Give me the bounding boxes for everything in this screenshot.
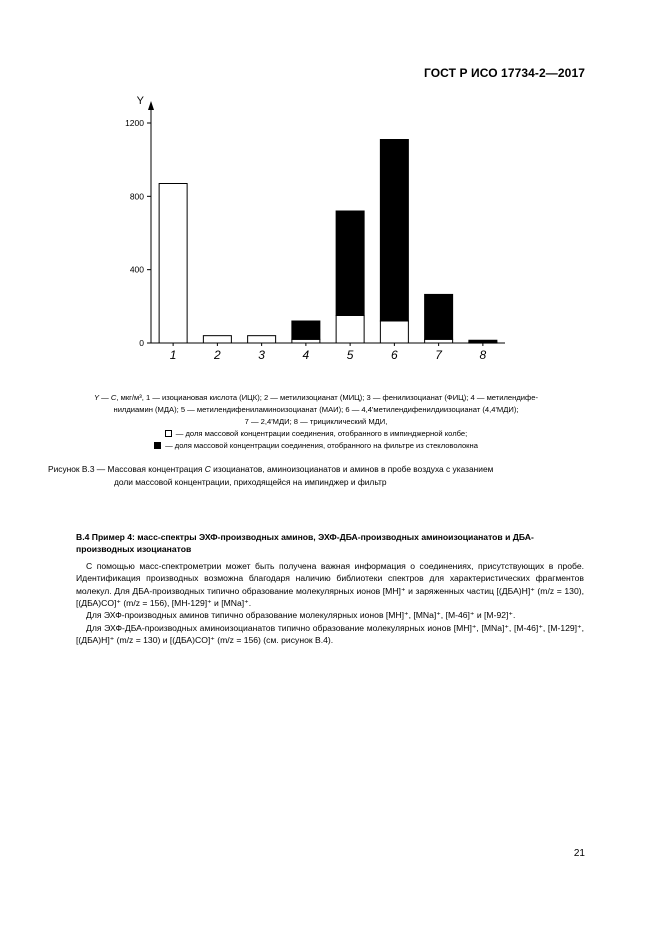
caption-line-2: доли массовой концентрации, приходящейся на импинджер и фильтр (114, 477, 387, 487)
paragraph-2: Для ЭХФ-производных аминов типично образование молекулярных ионов [MH]⁺, [MNa]⁺, [M-46]⁺ и [M-92]⁺. (86, 610, 516, 621)
figure-legend (56, 392, 576, 452)
paragraph-1: С помощью масс-спектрометрии может быть получена важная информация о соединениях, присутствующих в пробе. Идентификация производных возможна благодаря наличию библиотеки спектров для характеристических фрагментов молекул. Для ДБА-производных типично образование молекулярных ионов [MH]⁺ и заряженных частиц [(ДБА)H]⁺ (m/z = 130), [(ДБА)CO]⁺ (m/z = 156), [MH-129]⁺ и [MNa]⁺. (76, 560, 584, 609)
bar-impinger (203, 336, 231, 343)
legend-line-1-text: , мкг/м³, 1 — изоциановая кислота (ИЦК); 2 — метилизоцианат (МИЦ); 3 — фенилизоцианат (ФИЦ); 4 — метилендифе- (116, 393, 538, 402)
x-tick-label: 2 (214, 348, 221, 362)
x-tick-label: 7 (435, 348, 442, 362)
legend-impinger (56, 428, 576, 440)
bar-impinger (292, 339, 320, 343)
y-axis-arrow-icon (148, 101, 154, 110)
paragraph-3: Для ЭХФ-ДБА-производных аминоизоцианатов типично образование молекулярных ионов [MH]⁺, [MNa]⁺, [M-46]⁺, [M-129]⁺, [(ДБА)H]⁺ (m/z = 130) и [(ДБА)CO]⁺ (m/z = 156) (см. рисунок В.4). (76, 622, 584, 646)
filled-square-icon (154, 442, 161, 449)
bar-chart (0, 0, 661, 380)
bar-impinger (159, 184, 187, 344)
y-tick-label: 1200 (125, 118, 144, 128)
caption-prefix: Рисунок В.3 — Массовая концентрация (48, 464, 205, 474)
caption-line-1 (48, 464, 493, 474)
bar-filter (380, 140, 408, 322)
y-axis-label: Y (136, 95, 144, 107)
x-tick-label: 1 (169, 348, 177, 362)
bar-filter (469, 340, 497, 342)
legend-y-symbol: Y (93, 393, 100, 402)
caption-line-1-text: изоцианатов, аминоизоцианатов и аминов в пробе воздуха с указанием (210, 464, 494, 474)
caption-c-symbol: C (204, 464, 211, 474)
legend-impinger-text: — доля массовой концентрации соединения, отобранного в импинджерной колбе; (175, 429, 468, 438)
bar-impinger (425, 339, 453, 343)
figure-caption (48, 463, 588, 489)
bar-impinger (248, 336, 276, 343)
y-tick-label: 800 (129, 191, 144, 202)
y-tick-label: 0 (139, 338, 144, 348)
bar-impinger (336, 316, 364, 344)
document-id: ГОСТ Р ИСО 17734-2—2017 (423, 66, 585, 80)
x-tick-label: 8 (479, 348, 487, 362)
page-number: 21 (573, 848, 585, 859)
legend-c-symbol: C (110, 393, 117, 402)
open-square-icon (165, 430, 172, 437)
x-tick-label: 4 (302, 348, 310, 362)
x-tick-label: 3 (258, 348, 265, 362)
x-tick-label: 6 (391, 348, 398, 362)
bar-filter (292, 321, 320, 339)
section-heading: В.4 Пример 4: масс-спектры ЭХФ-производных аминов, ЭХФ-ДБА-производных аминоизоцианатов и ДБА-производных изоцианатов (76, 532, 534, 555)
y-tick-label: 400 (129, 264, 144, 275)
bar-impinger (380, 321, 408, 343)
legend-dash: — (99, 393, 111, 402)
legend-line-2: нилдиамин (МДА); 5 — метилендифениламиноизоцианат (МАИ); 6 — 4,4'метилендифенилдиизоцианат (4,4'МДИ); (113, 405, 519, 414)
legend-line-3: 7 — 2,4'МДИ; 8 — трициклический МДИ, (244, 417, 388, 426)
bar-filter (336, 211, 364, 316)
legend-filter-text: — доля массовой концентрации соединения, отобранного на фильтре из стекловолокна (165, 441, 478, 450)
legend-filter (56, 440, 576, 452)
section-b4 (76, 531, 584, 647)
legend-line-1 (56, 392, 576, 404)
bar-filter (425, 294, 453, 339)
x-tick-label: 5 (346, 348, 354, 362)
